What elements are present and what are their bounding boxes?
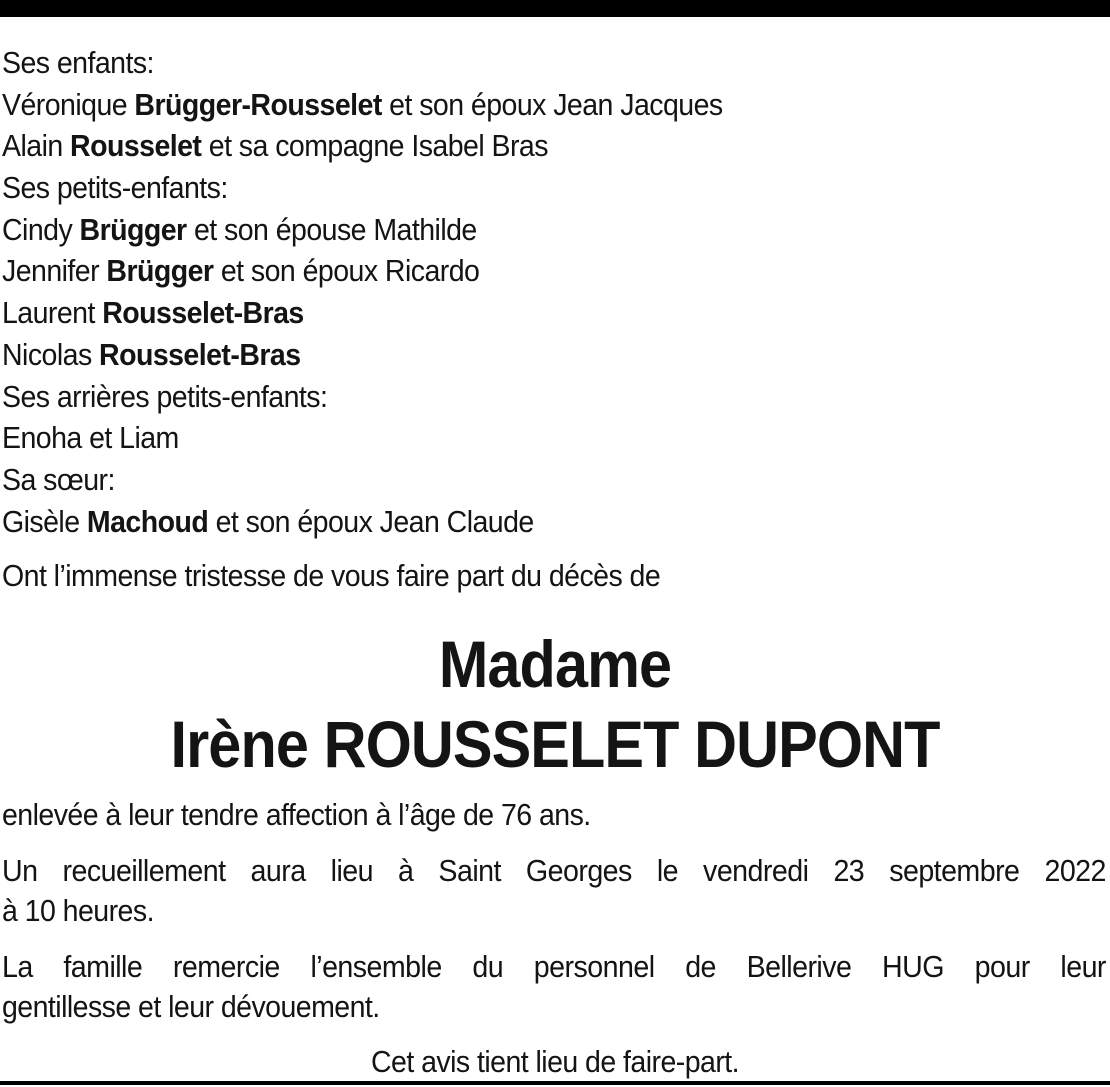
- family-line-child2: Alain Rousselet et sa compagne Isabel Bras: [2, 128, 548, 164]
- grandchildren-heading: Ses petits-enfants:: [2, 170, 228, 206]
- ceremony-line-2: à 10 heures.: [2, 892, 154, 928]
- obituary-notice: [2, 42, 1108, 1082]
- ceremony-line-1: Un recueillement aura lieu à Saint Georges le vendredi 23 septembre 2022: [2, 852, 1106, 888]
- family-line-gc4: Nicolas Rousselet-Bras: [2, 336, 301, 372]
- deceased-title: Madame: [438, 626, 672, 701]
- family-line-gc2: Jennifer Brügger et son époux Ricardo: [2, 253, 480, 289]
- ceremony-paragraph: [2, 851, 1108, 931]
- deceased-name: Irène ROUSSELET DUPONT: [170, 706, 940, 781]
- closing-text: Cet avis tient lieu de faire-part.: [370, 1043, 740, 1079]
- top-rule: [0, 0, 1110, 17]
- family-line-gc1: Cindy Brügger et son épouse Mathilde: [2, 211, 477, 247]
- deceased-name-block: [2, 626, 1108, 781]
- thanks-paragraph: [2, 947, 1108, 1027]
- family-line-child1: Véronique Brügger-Rousselet et son époux Jean Jacques: [2, 86, 723, 122]
- thanks-line-2: gentillesse et leur dévouement.: [2, 988, 380, 1024]
- greatgrandchildren-heading: Ses arrières petits-enfants:: [2, 378, 328, 414]
- closing-note: [2, 1042, 1108, 1082]
- thanks-line-1: La famille remercie l’ensemble du personnel de Bellerive HUG pour leur: [2, 948, 1106, 984]
- family-line-gc3: Laurent Rousselet-Bras: [2, 295, 304, 331]
- bottom-rule: [0, 1081, 1110, 1085]
- family-line-greatgrandchildren: Enoha et Liam: [2, 420, 179, 456]
- sister-heading: Sa sœur:: [2, 461, 115, 497]
- announcement-intro: Ont l’immense tristesse de vous faire part du décès de: [2, 558, 661, 594]
- children-heading: Ses enfants:: [2, 45, 154, 80]
- family-line-sister: Gisèle Machoud et son époux Jean Claude: [2, 503, 534, 539]
- age-paragraph: [2, 795, 1108, 835]
- age-line: enlevée à leur tendre affection à l’âge de 76 ans.: [2, 796, 591, 832]
